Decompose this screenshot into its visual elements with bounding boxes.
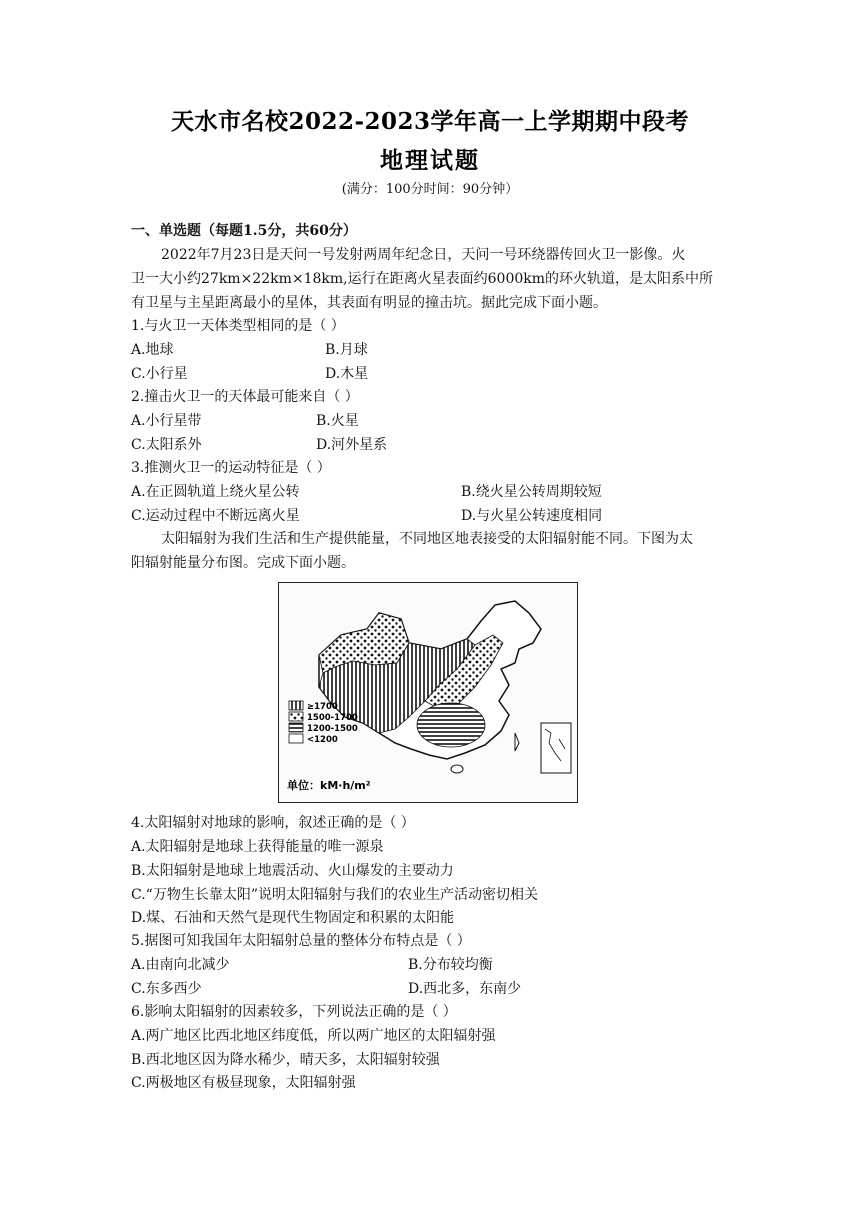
q1-option-a: A.地球 [131,342,174,358]
q3-option-d: D.与火星公转速度相同 [461,508,603,524]
q4-option-d: D.煤、石油和天然气是现代生物固定和积累的太阳能 [131,910,455,926]
hainan-island [451,765,463,773]
solar-radiation-map [278,582,578,803]
q2-stem: 2.撞击火卫一的天体最可能来自（ ） [131,389,359,405]
legend-label-1: ≥1700 [307,702,338,712]
passage1-line-1: 2022年7月23日是天问一号发射两周年纪念日，天问一号环绕器传回火卫一影像。火 [161,247,686,263]
q4-option-c: C.“万物生长靠太阳”说明太阳辐射与我们的农业生产活动密切相关 [131,887,538,903]
q2-option-b: B.火星 [316,413,359,429]
q4-option-b: B.太阳辐射是地球上地震活动、火山爆发的主要动力 [131,863,454,879]
q2-option-c: C.太阳系外 [131,437,202,453]
china-map-graphic [279,583,576,801]
q3-stem: 3.推测火卫一的运动特征是（ ） [131,460,331,476]
legend-swatch-2 [289,712,303,721]
exam-info: (满分：100分时间：90分钟） [341,182,519,197]
passage1-line-3: 有卫星与主星距离最小的星体，其表面有明显的撞击坑。据此完成下面小题。 [131,295,607,311]
legend-swatch-1 [289,701,303,710]
legend-swatch-3 [289,723,303,732]
legend-swatch-4 [289,734,303,743]
legend-label-2: 1500-1700 [307,713,358,723]
q2-option-d: D.河外星系 [316,437,388,453]
q6-option-c: C.两极地区有极昼现象，太阳辐射强 [131,1075,356,1091]
passage1-line-2: 卫一大小约27km×22km×18km,运行在距离火星表面约6000km的环火轨道，是太阳系中所 [131,271,714,287]
map-unit-label: 单位：kM·h/m² [287,779,371,792]
region-1200-1500 [417,703,485,747]
q6-option-b: B.西北地区因为降水稀少，晴天多，太阳辐射较强 [131,1052,440,1068]
q2-option-a: A.小行星带 [131,413,202,429]
passage2-line-2: 阳辐射能量分布图。完成下面小题。 [131,555,355,571]
q1-option-c: C.小行星 [131,366,188,382]
q6-stem: 6.影响太阳辐射的因素较多，下列说法正确的是（ ） [131,1004,457,1020]
section-heading: 一、单选题（每题1.5分，共60分） [131,223,357,239]
q6-option-a: A.两广地区比西北地区纬度低，所以两广地区的太阳辐射强 [131,1028,496,1044]
q4-stem: 4.太阳辐射对地球的影响，叙述正确的是（ ） [131,815,415,831]
q3-option-b: B.绕火星公转周期较短 [461,484,602,500]
south-sea-inset [541,723,571,773]
q5-option-b: B.分布较均衡 [408,957,493,973]
taiwan-island [515,733,519,751]
exam-title: 天水市名校2022-2023学年高一上学期期中段考 [170,108,690,135]
passage2-line-1: 太阳辐射为我们生活和生产提供能量，不同地区地表接受的太阳辐射能不同。下图为太 [161,531,693,547]
q5-option-a: A.由南向北减少 [131,957,230,973]
q4-option-a: A.太阳辐射是地球上获得能量的唯一源泉 [131,839,384,855]
q1-option-d: D.木星 [325,366,369,382]
q1-stem: 1.与火卫一天体类型相同的是（ ） [131,318,345,334]
legend-label-3: 1200-1500 [307,724,358,734]
q3-option-c: C.运动过程中不断远离火星 [131,508,300,524]
subject-title: 地理试题 [380,147,480,174]
q3-option-a: A.在正圆轨道上绕火星公转 [131,484,300,500]
q5-option-d: D.西北多，东南少 [408,981,522,997]
q5-stem: 5.据图可知我国年太阳辐射总量的整体分布特点是（ ） [131,933,471,949]
legend-label-4: <1200 [307,735,338,745]
q1-option-b: B.月球 [325,342,368,358]
q5-option-c: C.东多西少 [131,981,202,997]
